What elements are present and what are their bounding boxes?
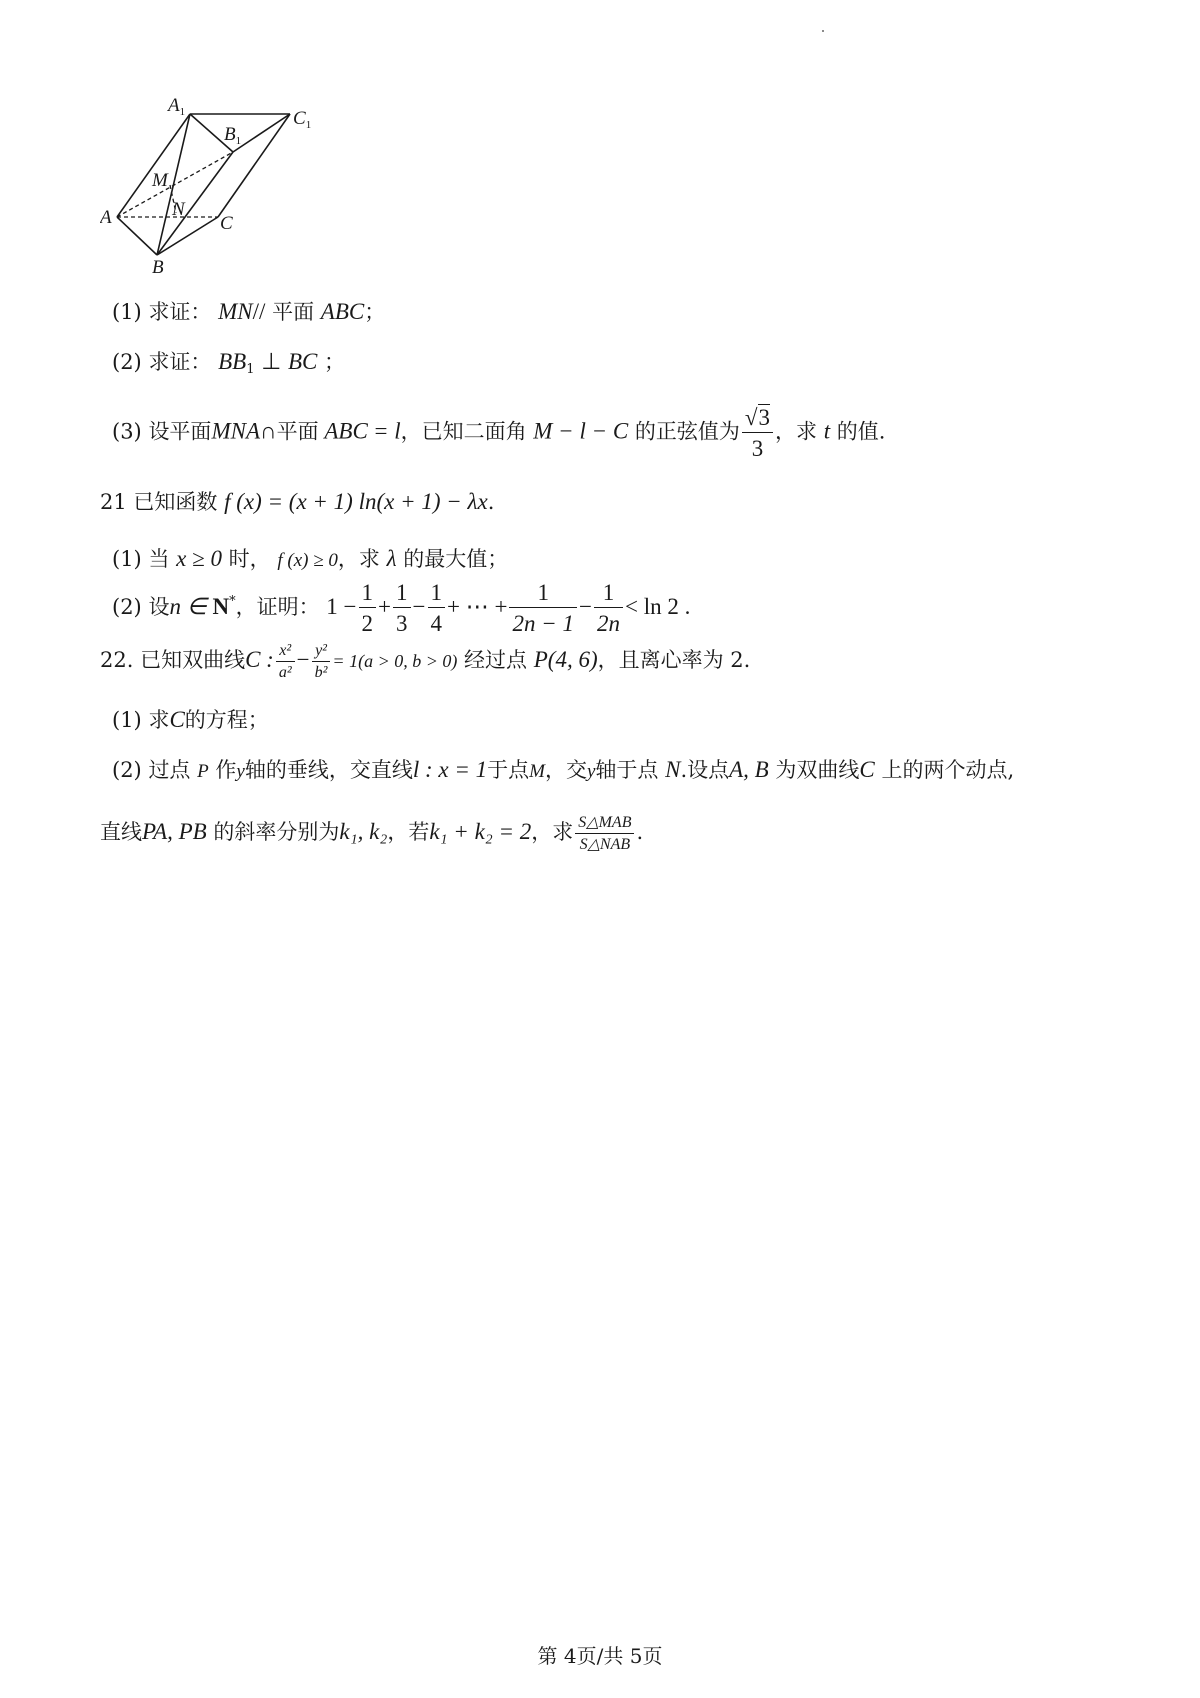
label-b: B bbox=[152, 257, 164, 278]
scan-dot bbox=[822, 30, 824, 32]
q22-part2: (2) 过点 P 作y轴的垂线，交直线l : x = 1于点M，交y轴于点 N.设点A, B 为双曲线C 上的两个动点, bbox=[112, 757, 1015, 782]
label-a1: $A_1$ bbox=[168, 95, 186, 118]
label-m: M bbox=[152, 170, 168, 191]
q21-stem: 21 已知函数 f (x) = (x + 1) ln(x + 1) − λx. bbox=[100, 489, 495, 514]
q20-part1: (1) 求证： MN// 平面 ABC； bbox=[112, 299, 386, 324]
label-n: N bbox=[172, 199, 185, 220]
sqrt3-over-3-fraction: $\frac{√3}{3}$ bbox=[742, 404, 773, 462]
edge-b1c1 bbox=[233, 114, 290, 152]
q20-part2: (2) 求证： $BB_1$ ⊥ BC ； bbox=[112, 349, 346, 377]
edge-ab bbox=[117, 217, 157, 255]
q22-part1: (1) 求C的方程； bbox=[112, 707, 269, 732]
label-c1: $C_1$ bbox=[293, 108, 312, 131]
q21-part2: (2) 设n ∈ N*，证明： 1 − $\frac{1}{2}$ + $\frac{1}{3}$ − $\frac{1}{4}$ + ⋯ + $\frac{1}{2n - 1}$ − $\frac{1}{2n}$ < ln 2 . bbox=[112, 580, 691, 637]
label-a: A bbox=[100, 207, 112, 228]
q20-part3: (3) 设平面MNA∩平面 ABC = l，已知二面角 M − l − C 的正弦值为 $\frac{√3}{3}$ ，求 t 的值. bbox=[112, 405, 886, 462]
q22-stem: 22. 已知双曲线C : $\frac{\text{x²}}{\text{a²}}$ − $\frac{\text{y²}}{\text{b²}}$ = 1(a > 0, b > 0) 经过点 P(4, 6)，且离心率为 2. bbox=[100, 642, 751, 681]
edge-bc bbox=[157, 217, 218, 255]
prism-figure bbox=[100, 95, 360, 305]
label-b1: $B_1$ bbox=[224, 124, 242, 147]
q21-part1: (1) 当 x ≥ 0 时， f (x) ≥ 0，求 λ 的最大值； bbox=[112, 546, 509, 571]
q22-part2-continued: 直线PA, PB 的斜率分别为k₁, k₂，若k₁ + k₂ = 2，求 $\frac{\text{S△MAB}}{\text{S△NAB}}$ . bbox=[100, 814, 644, 853]
label-c: C bbox=[220, 213, 233, 234]
page-number: 第 4页/共 5页 bbox=[537, 1644, 663, 1668]
